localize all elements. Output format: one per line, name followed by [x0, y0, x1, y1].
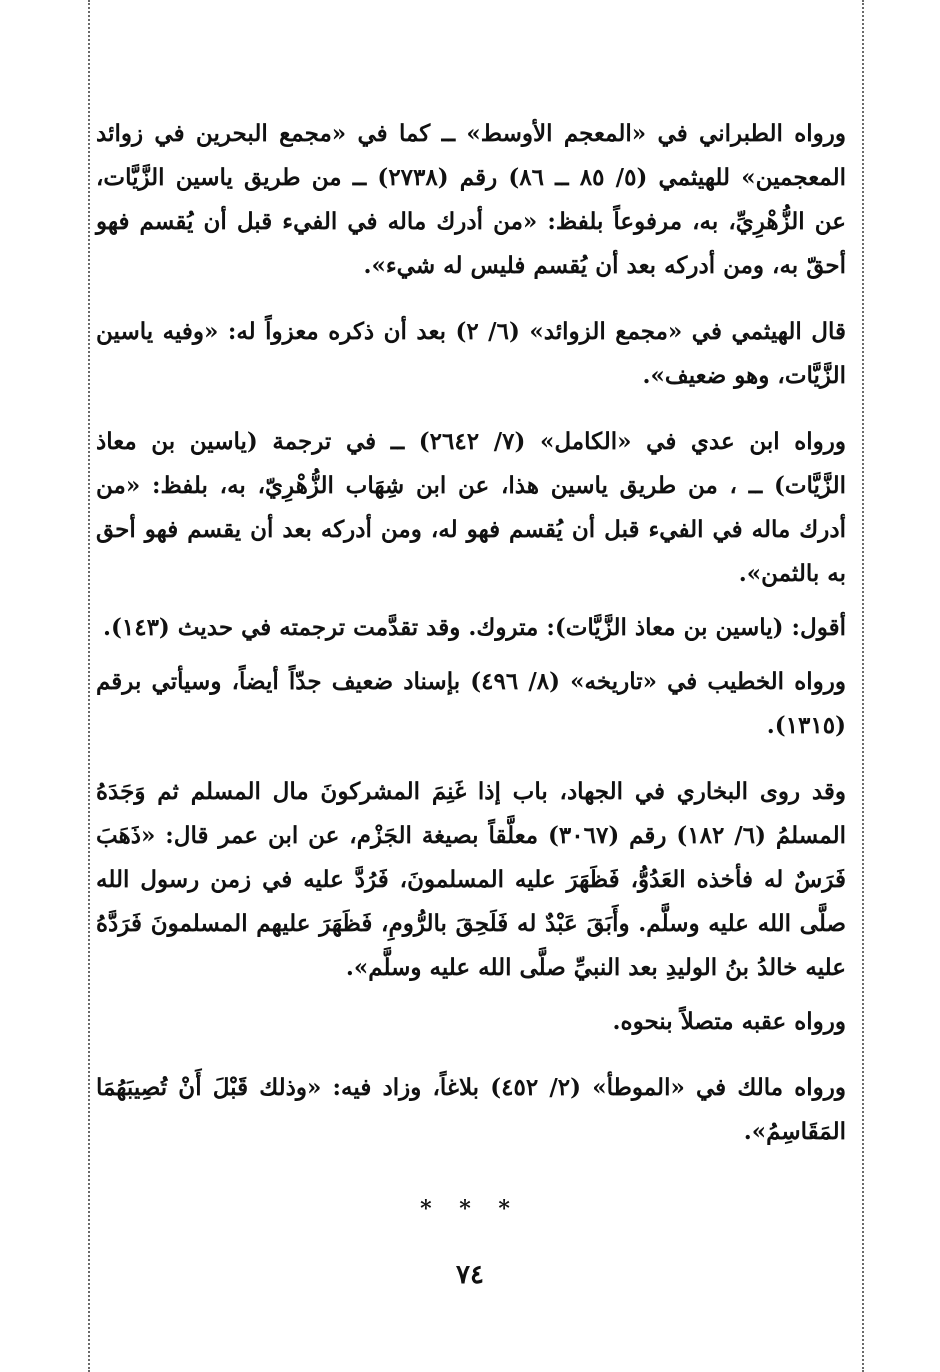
paragraph-haythami: قال الهيثمي في «مجمع الزوائد» (٦/ ٢) بعد أن ذكره معزواً له: «وفيه ياسين الزَّيَّات، وهو ضعيف». — [96, 318, 846, 389]
paragraph-uqbah: ورواه عقبه متصلاً بنحوه. — [612, 1008, 846, 1035]
paragraph-tabarani: ورواه الطبراني في «المعجم الأوسط» ــ كما في «مجمع البحرين في زوائد المعجمين» للهيثمي (٥/ ٨٥ ــ ٨٦) رقم (٢٧٣٨) ــ من طريق ياسين الزَّيَّات، عن الزُّهْرِيِّ، به، مرفوعاً بلفظ: «من أدرك ماله في الفيء قبل أن يُقسم فهو أحقّ به، ومن أدركه بعد أن يُقسم فليس له شيء». — [96, 120, 846, 279]
section-separator: * * * — [420, 1196, 520, 1222]
paragraph-aqool: أقول: (ياسين بن معاذ الزَّيَّات): متروك. وقد تقدَّمت ترجمته في حديث (١٤٣). — [102, 614, 846, 641]
paragraph-khatib: ورواه الخطيب في «تاريخه» (٨/ ٤٩٦) بإسناد ضعيف جدّاً أيضاً، وسيأتي برقم (١٣١٥). — [96, 668, 846, 739]
paragraph-malik: ورواه مالك في «الموطأ» (٢/ ٤٥٢) بلاغاً، وزاد فيه: «وذلك قَبْلَ أَنْ تُصِيبَهُمَا المَقَاسِمُ». — [96, 1074, 846, 1145]
left-margin-dotted-line — [88, 0, 90, 1372]
paragraph-bukhari: وقد روى البخاري في الجهاد، باب إذا غَنِمَ المشركونَ مال المسلم ثم وَجَدَهُ المسلمُ (٦/ ١٨٢) رقم (٣٠٦٧) معلَّقاً بصيغة الجَزْم، عن ابن عمر قال: «ذَهَبَ فَرَسٌ له فأخذه العَدُوُّ، فَظَهَرَ عليه المسلمونَ، فَرُدَّ عليه في زمن رسول الله صلَّى الله عليه وسلَّم. وأَبَقَ عَبْدٌ له فَلَحِقَ بالرُّومِ، فَظَهَرَ عليهم المسلمونَ فَرَدَّهُ عليه خالدُ بنُ الوليدِ بعد النبيِّ صلَّى الله عليه وسلَّم». — [96, 778, 846, 981]
right-margin-dotted-line — [862, 0, 864, 1372]
paragraph-ibn-adi: ورواه ابن عدي في «الكامل» (٧/ ٢٦٤٢) ــ في ترجمة (ياسين بن معاذ الزَّيَّات) ــ ، من طريق ياسين هذا، عن ابن شِهَاب الزُّهْرِيّ، به، بلفظ: «من أدرك ماله في الفيء قبل أن يُقسم فهو له، ومن أدركه بعد أن يقسم فهو أحق به بالثمن». — [96, 428, 846, 587]
page-body — [96, 112, 846, 1176]
page-number: ٧٤ — [456, 1260, 484, 1290]
